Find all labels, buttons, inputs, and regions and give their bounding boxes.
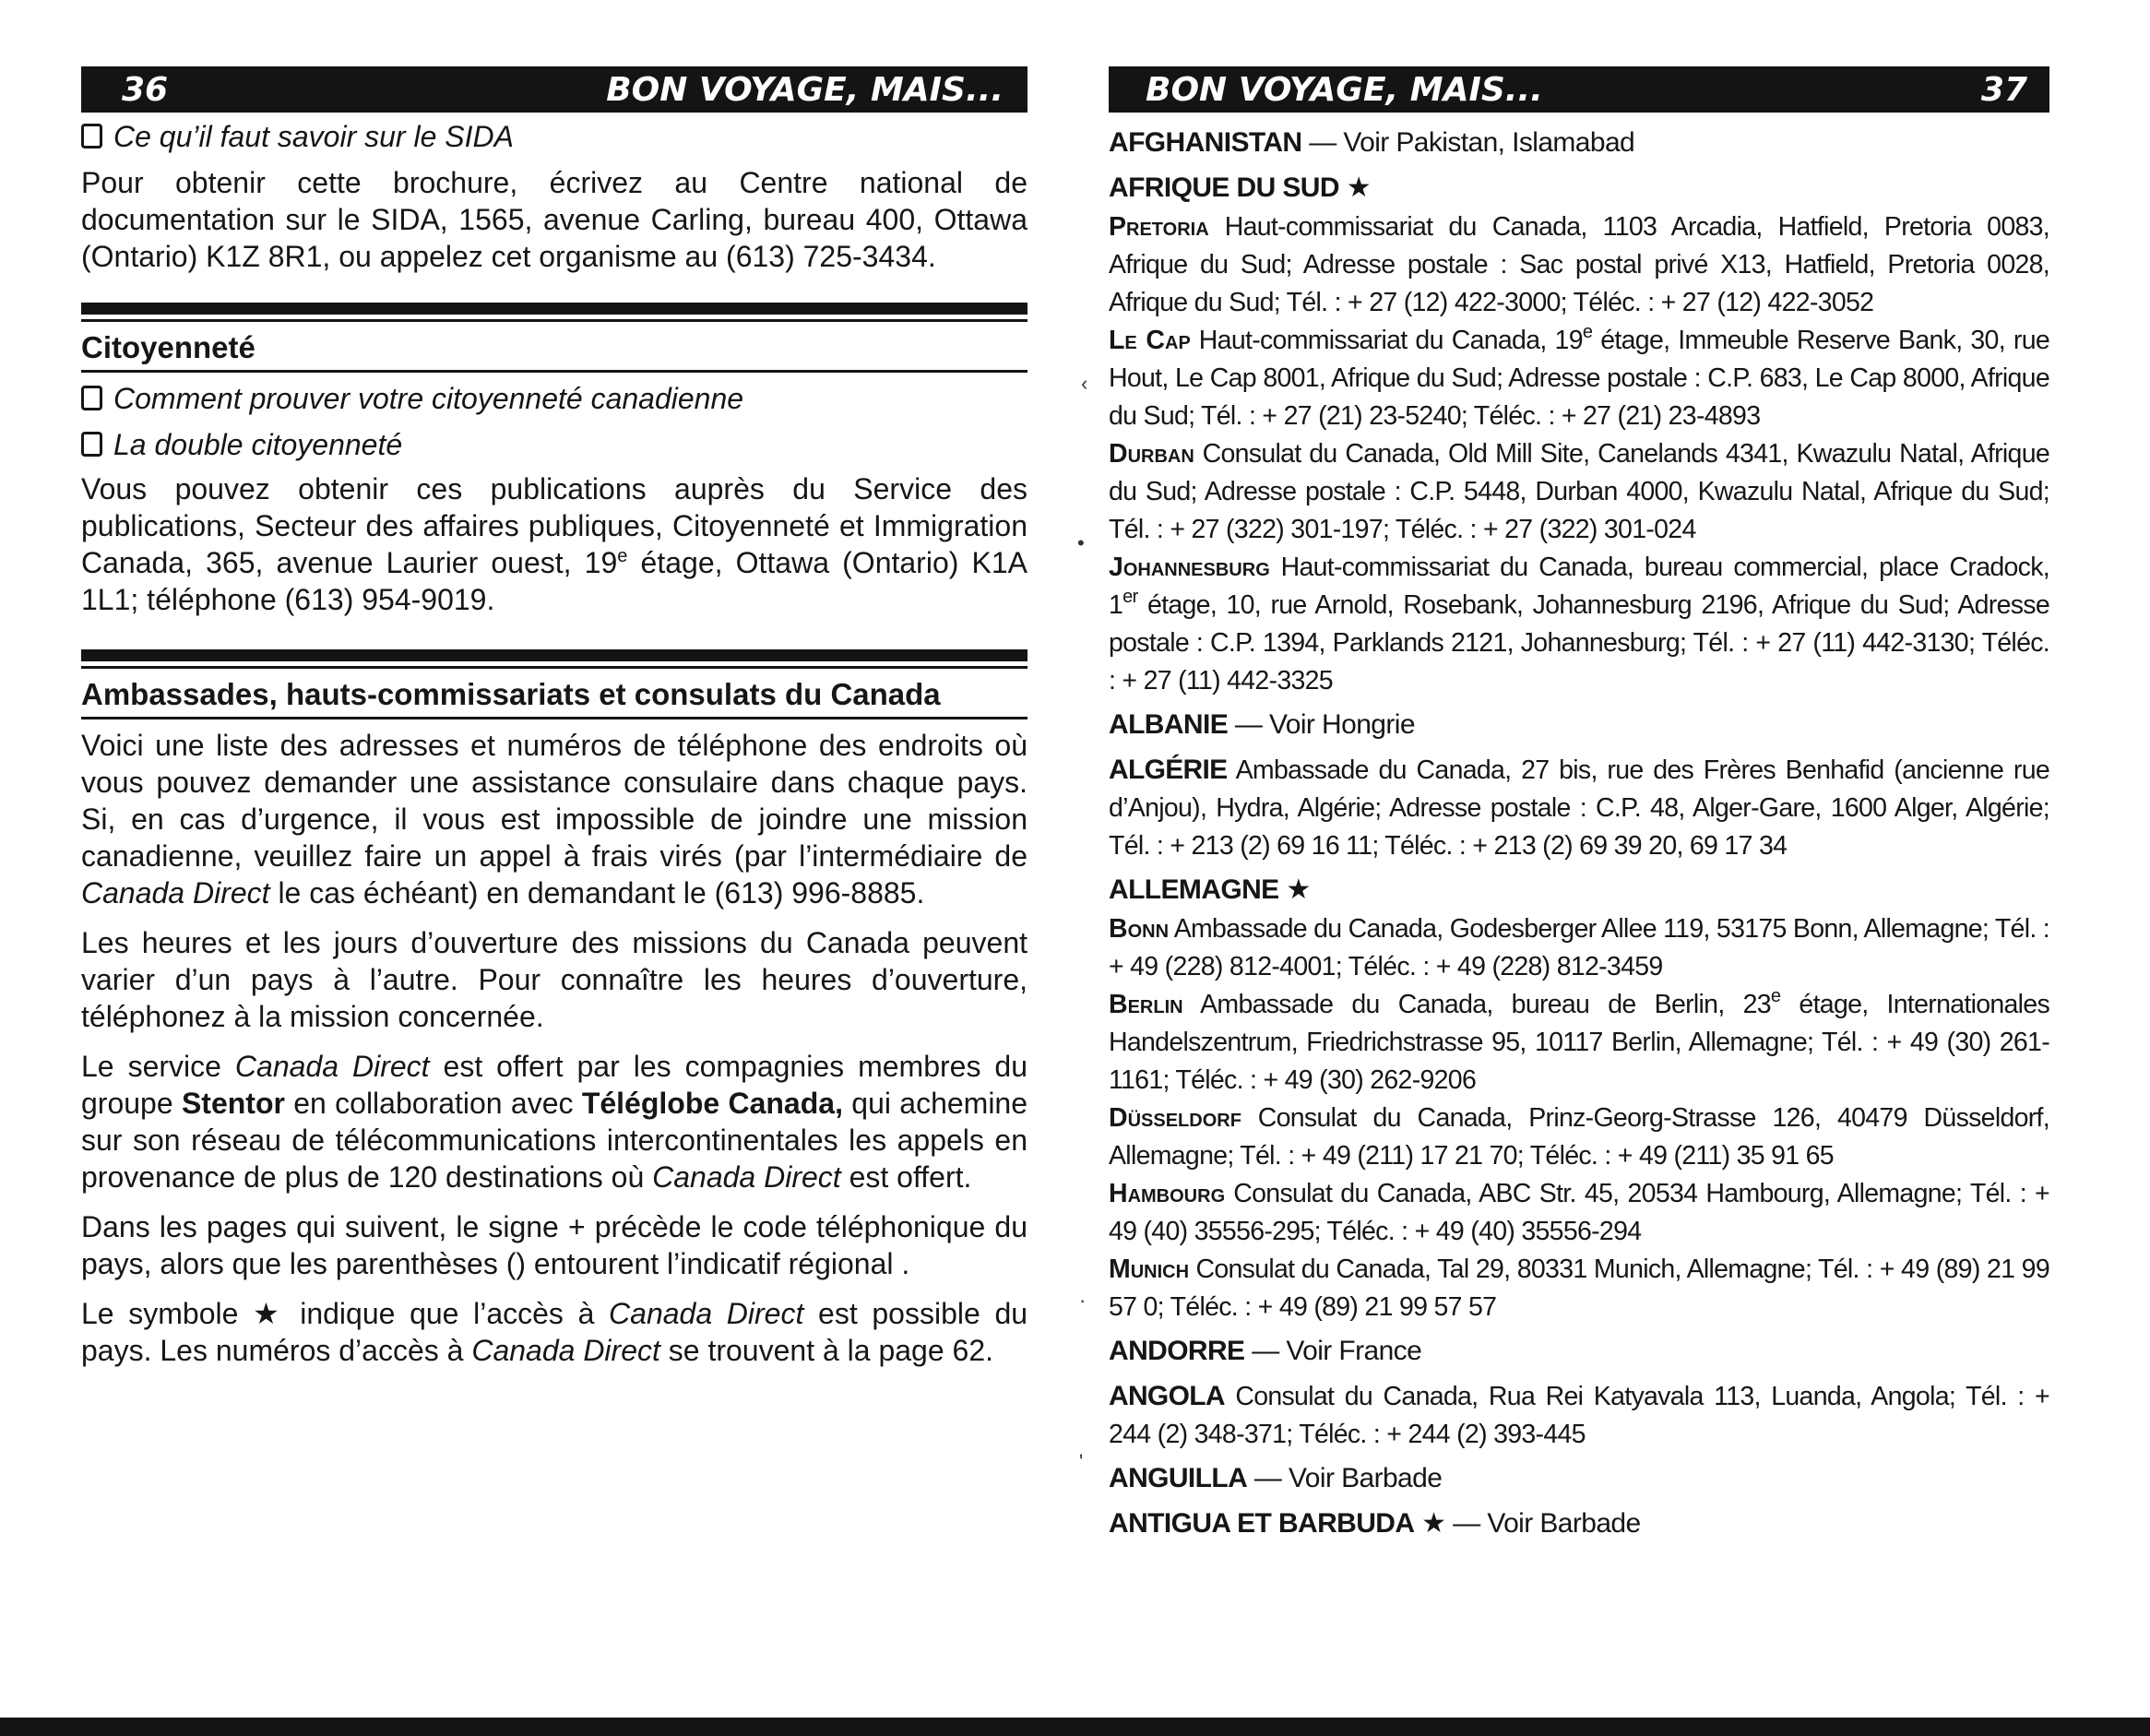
mission-entry: Düsseldorf Consulat du Canada, Prinz-Georg-Strasse 126, 40479 Düsseldorf, Allemagne; Tél. : + 49 (211) 17 21 70; Téléc. : + 49 (211) 35 91 65 — [1109, 1103, 2049, 1171]
star-icon: ★ — [1421, 1508, 1446, 1539]
mission-entry: Berlin Ambassade du Canada, bureau de Berlin, 23e étage, Internationales Handelszentrum, Friedrichstrasse 95, 10117 Berlin, Allemagne; Tél. : + 49 (30) 261-1161; Téléc. : + 49 (30) 262-9206 — [1109, 986, 2050, 1095]
city-name: Le Cap — [1109, 326, 1191, 355]
country-name: ANGOLA — [1109, 1381, 1225, 1411]
section-divider — [81, 319, 1027, 322]
mission-entry: Bonn Ambassade du Canada, Godesberger Allee 119, 53175 Bonn, Allemagne; Tél. : + 49 (228) 812-4001; Téléc. : + 49 (228) 812-3459 — [1109, 914, 2049, 981]
symbol-paragraph: Le symbole ★ indique que l’accès à Canada Direct est possible du pays. Les numéros d’accès à Canada Direct se trouvent à la page 62. — [81, 1297, 1028, 1367]
country-entry-allemagne — [1109, 873, 2049, 907]
country-name: ANGUILLA — [1109, 1463, 1248, 1493]
mission-entry: Hambourg Consulat du Canada, ABC Str. 45, 20534 Hambourg, Allemagne; Tél. : + 49 (40) 35556-295; Téléc. : + 49 (40) 35556-294 — [1109, 1179, 2049, 1246]
cross-reference: — Voir Barbade — [1247, 1463, 1443, 1493]
city-name: Munich — [1109, 1254, 1190, 1284]
scan-mark: ‹ — [1081, 372, 1088, 395]
country-name: ALLEMAGNE — [1109, 874, 1279, 905]
left-page — [81, 66, 1027, 1369]
mission-entry: Munich Consulat du Canada, Tal 29, 80331 Munich, Allemagne; Tél. : + 49 (89) 21 99 57 0; Téléc. : + 49 (89) 21 99 57 57 — [1109, 1254, 2049, 1322]
city-name: Johannesburg — [1109, 553, 1270, 582]
scan-mark: • — [1077, 531, 1085, 554]
country-entry-antigua — [1109, 1506, 2049, 1540]
country-name: AFGHANISTAN — [1109, 127, 1302, 158]
page-number: 36 — [122, 70, 169, 109]
bottom-edge-bar — [0, 1718, 2150, 1736]
mission-entry: Le Cap Haut-commissariat du Canada, 19e étage, Immeuble Reserve Bank, 30, rue Hout, Le Cap 8001, Afrique du Sud; Adresse postale : C.P. 683, Le Cap 8000, Afrique du Sud; Tél. : + 27 (21) 23-5240; Téléc. : + 27 (21) 23-4893 — [1109, 322, 2049, 431]
page-number: 37 — [1980, 70, 2027, 109]
cross-reference: — Voir Pakistan, Islamabad — [1301, 127, 1635, 158]
section-divider — [81, 303, 1027, 315]
citizenship-item-label: La double citoyenneté — [113, 428, 403, 461]
country-entry-anguilla — [1109, 1461, 2049, 1495]
canada-direct-paragraph: Le service Canada Direct est offert par les compagnies membres du groupe Stentor en collaboration avec Téléglobe Canada, qui achemine sur son réseau de télécommunications intercontinentales les appels en provenance de plus de 120 destinations où Canada Direct est offert. — [81, 1050, 1028, 1194]
city-name: Durban — [1109, 439, 1194, 469]
star-icon: ★ — [253, 1297, 286, 1330]
title-underline — [81, 370, 1027, 373]
citizenship-item — [81, 426, 1027, 463]
city-name: Pretoria — [1109, 212, 1209, 242]
opening-hours-paragraph: Les heures et les jours d’ouverture des missions du Canada peuvent varier d’un pays à l’autre. Pour connaître les heures d’ouverture, téléphonez à la mission concernée. — [81, 926, 1027, 1033]
mission-entry: Durban Consulat du Canada, Old Mill Site, Canelands 4341, Kwazulu Natal, Afrique du Sud; Adresse postale : C.P. 5448, Durban 4000, Kwazulu Natal, Afrique du Sud; Tél. : + 27 (322) 301-197; Téléc. : + 27 (322) 301-024 — [1109, 439, 2049, 544]
citizenship-item — [81, 380, 1027, 417]
country-name: ANDORRE — [1109, 1336, 1245, 1366]
sida-brochure-title: Ce qu’il faut savoir sur le SIDA — [113, 120, 514, 153]
country-entry-andorre — [1109, 1334, 2049, 1368]
embassies-title: Ambassades, hauts-commissariats et consulats du Canada — [81, 677, 941, 711]
citizenship-title: Citoyenneté — [81, 330, 255, 364]
embassies-intro-paragraph: Voici une liste des adresses et numéros de téléphone des endroits où vous pouvez demander une assistance consulaire dans chaque pays. Si, en cas d’urgence, il vous est impossible de joindre une mission canadienne, veuillez faire un appel à frais virés (par l’intermédiaire de Canada Direct le cas échéant) en demandant le (613) 996-8885. — [81, 729, 1027, 910]
country-entry-afrique-du-sud — [1109, 171, 2049, 205]
city-name: Hambourg — [1109, 1179, 1226, 1208]
scan-mark: ' — [1079, 1450, 1084, 1473]
left-page-header — [81, 66, 1027, 113]
checkbox-icon — [81, 432, 102, 457]
checkbox-icon — [81, 124, 102, 149]
country-entry-albanie — [1109, 707, 2049, 742]
section-divider — [81, 649, 1027, 661]
scan-mark: · — [1079, 1289, 1087, 1312]
running-title: BON VOYAGE, MAIS... — [1146, 70, 1543, 109]
star-icon: ★ — [1286, 874, 1311, 905]
country-name: ALGÉRIE — [1109, 755, 1228, 785]
country-name: ALBANIE — [1109, 709, 1229, 740]
phone-codes-paragraph: Dans les pages qui suivent, le signe + précède le code téléphonique du pays, alors que les parenthèses () entourent l’indicatif régional . — [81, 1210, 1027, 1280]
city-name: Berlin — [1109, 990, 1183, 1019]
city-name: Bonn — [1109, 914, 1170, 944]
country-name: ANTIGUA ET BARBUDA — [1109, 1508, 1415, 1539]
country-entry-afghanistan — [1109, 125, 2049, 160]
title-underline — [81, 717, 1027, 719]
mission-entry: Pretoria Haut-commissariat du Canada, 1103 Arcadia, Hatfield, Pretoria 0083, Afrique du Sud; Adresse postale : Sac postal privé X13, Hatfield, Pretoria 0028, Afrique du Sud; Tél. : + 27 (12) 422-3000; Téléc. : + 27 (12) 422-3052 — [1109, 212, 2049, 317]
citizenship-item-label: Comment prouver votre citoyenneté canadienne — [113, 382, 744, 415]
cross-reference: — Voir Barbade — [1445, 1508, 1641, 1539]
right-page — [1109, 66, 2049, 1540]
right-page-header — [1109, 66, 2049, 113]
city-name: Düsseldorf — [1109, 1103, 1241, 1133]
country-entry-algerie: ALGÉRIE Ambassade du Canada, 27 bis, rue des Frères Benhafid (ancienne rue d’Anjou), Hydra, Algérie; Adresse postale : C.P. 48, Alger-Gare, 1600 Alger, Algérie; Tél. : + 213 (2) 69 16 11; Téléc. : + 213 (2) 69 39 20, 69 17 34 — [1109, 755, 2049, 861]
star-icon: ★ — [1346, 172, 1371, 203]
section-divider — [81, 666, 1027, 669]
country-name: AFRIQUE DU SUD — [1109, 172, 1339, 203]
sida-brochure-item — [81, 118, 1027, 155]
sida-paragraph: Pour obtenir cette brochure, écrivez au Centre national de documentation sur le SIDA, 1565, avenue Carling, bureau 400, Ottawa (Ontario) K1Z 8R1, ou appelez cet organisme au (613) 725-3434. — [81, 166, 1027, 273]
mission-entry: Johannesburg Haut-commissariat du Canada, bureau commercial, place Cradock, 1er étage, 10, rue Arnold, Rosebank, Johannesburg 2196, Afrique du Sud; Adresse postale : C.P. 1394, Parklands 2121, Johannesburg; Tél. : + 27 (11) 442-3130; Téléc. : + 27 (11) 442-3325 — [1109, 553, 2049, 696]
citizenship-paragraph: Vous pouvez obtenir ces publications auprès du Service des publications, Secteur des affaires publiques, Citoyenneté et Immigration Canada, 365, avenue Laurier ouest, 19e étage, Ottawa (Ontario) K1A 1L1; téléphone (613) 954-9019. — [81, 472, 1028, 616]
cross-reference: — Voir Hongrie — [1228, 709, 1415, 740]
cross-reference: — Voir France — [1244, 1336, 1422, 1366]
running-title: BON VOYAGE, MAIS... — [606, 70, 1004, 109]
checkbox-icon — [81, 386, 102, 410]
country-entry-angola: ANGOLA Consulat du Canada, Rua Rei Katyavala 113, Luanda, Angola; Tél. : + 244 (2) 348-371; Téléc. : + 244 (2) 393-445 — [1109, 1381, 2049, 1449]
